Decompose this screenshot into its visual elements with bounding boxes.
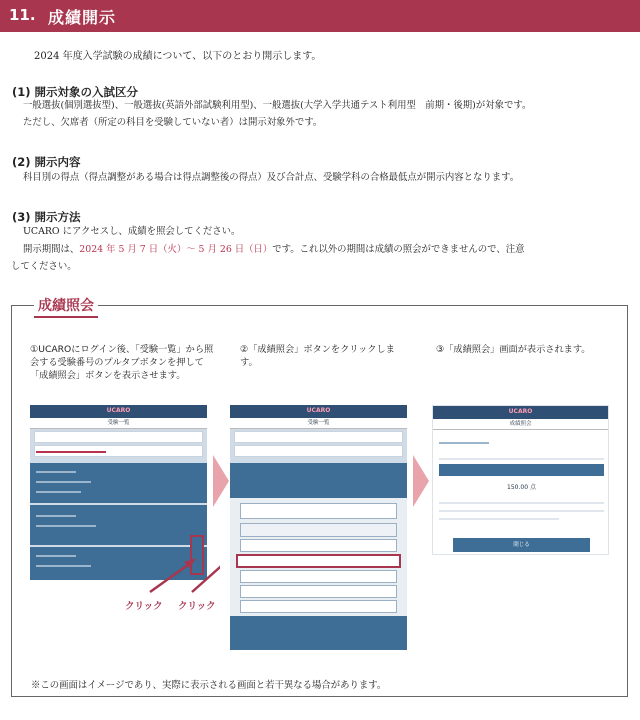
screenshot-expanded-list <box>230 405 407 650</box>
result-screen-title: 成績照会 <box>433 419 608 430</box>
ucaro-logo-3: UCARO <box>508 408 533 415</box>
click-label-1: クリック <box>125 601 163 612</box>
close-button[interactable]: 閉じる <box>453 538 590 552</box>
exam-list-title: 受験一覧 <box>30 418 207 429</box>
method-period-line <box>23 242 524 258</box>
heading-disclosure-content: (2) 開示内容 <box>12 155 81 169</box>
period-prefix: 開示期間は、 <box>23 244 80 255</box>
method-line-1: UCARO にアクセスし、成績を照会してください。 <box>23 226 241 237</box>
grade-inquiry-button[interactable] <box>236 554 401 568</box>
ucaro-logo-2: UCARO <box>306 407 331 414</box>
exam-list-title-2: 受験一覧 <box>230 418 407 429</box>
target-categories-line-1: 一般選抜(個別選抜型)、一般選抜(英語外部試験利用型)、一般選抜(大学入学共通テスト利用型 前期・後期)が対象です。 <box>23 100 532 111</box>
grade-inquiry-title: 成績照会 <box>34 296 98 318</box>
intro-text: 2024 年度入学試験の成績について、以下のとおり開示します。 <box>34 51 322 62</box>
disclosure-period: 2024 年 5 月 7 日（火）～ 5 月 26 日（日） <box>79 244 273 255</box>
section-title: 成績開示 <box>48 8 117 27</box>
section-number: 11. <box>9 6 36 24</box>
arrow-icon-2 <box>413 455 429 507</box>
arrow-icon-1 <box>213 455 229 507</box>
method-line-3: してください。 <box>11 261 77 272</box>
step-3-text: ③「成績照会」画面が表示されます。 <box>436 344 591 355</box>
screenshot-grade-result <box>432 405 609 555</box>
section-header <box>0 0 640 32</box>
heading-disclosure-method: (3) 開示方法 <box>12 210 81 224</box>
click-label-2: クリック <box>178 601 216 612</box>
step-2-text: ②「成績照会」ボタンをクリックします。 <box>240 344 395 368</box>
heading-target-categories: (1) 開示対象の入試区分 <box>12 85 139 99</box>
click-arrow-icons <box>130 548 220 598</box>
step-1-text: ①UCAROにログイン後、「受験一覧」から照会する受験番号のプルタブボタンを押して「成績照会」ボタンを表示させます。 <box>30 344 214 381</box>
ucaro-logo: UCARO <box>106 407 131 414</box>
image-disclaimer: ※この画面はイメージであり、実際に表示される画面と若干異なる場合があります。 <box>31 680 387 691</box>
target-categories-line-2: ただし、欠席者（所定の科目を受験していない者）は開示対象外です。 <box>23 117 323 128</box>
disclosure-content-line: 科目別の得点（得点調整がある場合は得点調整後の得点）及び合計点、受験学科の合格最低点が開示内容となります。 <box>23 172 520 183</box>
score-value: 150.00 点 <box>507 484 536 491</box>
period-suffix: です。これ以外の期間は成績の照会ができませんので、注意 <box>272 244 525 255</box>
